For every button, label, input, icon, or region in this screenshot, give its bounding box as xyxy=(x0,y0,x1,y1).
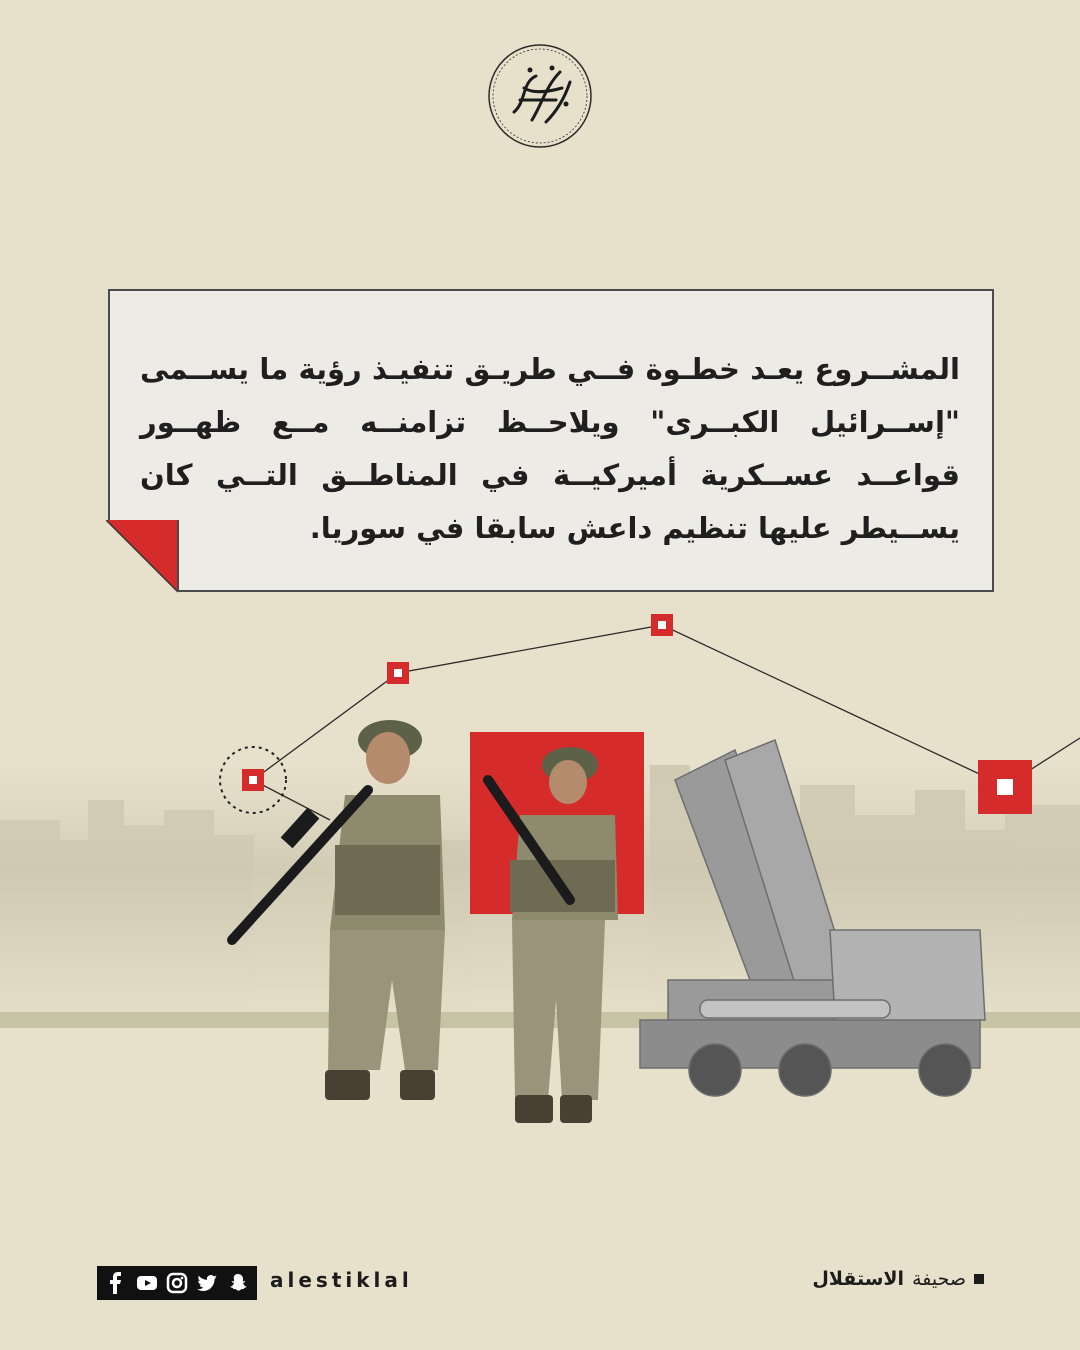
snapchat-icon[interactable] xyxy=(227,1272,249,1294)
logo-seal xyxy=(486,42,594,150)
twitter-icon[interactable] xyxy=(196,1272,218,1294)
node-marker xyxy=(242,769,264,791)
facebook-icon[interactable] xyxy=(105,1272,127,1294)
instagram-icon[interactable] xyxy=(166,1272,188,1294)
youtube-icon[interactable] xyxy=(136,1272,158,1294)
social-icons-bar xyxy=(97,1266,257,1300)
military-scene-illustration xyxy=(0,600,1080,1200)
brand-square-icon xyxy=(974,1274,984,1284)
node-marker xyxy=(651,614,673,636)
folded-corner-decoration xyxy=(106,520,180,594)
node-marker xyxy=(978,760,1032,814)
quote-card xyxy=(108,289,994,592)
brand-label xyxy=(812,1268,984,1290)
node-marker xyxy=(387,662,409,684)
brand-name: الاستقلال xyxy=(812,1268,905,1290)
brand-prefix: صحيفة xyxy=(912,1268,966,1290)
quote-text: المشــروع يعـد خطـوة فــي طريـق تنفيـذ رؤية ما يســمى "إســرائيل الكبــرى" ويلاحــظ تزامنــه مــع ظهــور قواعــد عســكرية أميركيــة في المناطــق التــي كان يســيطر عليها تنظيم داعش سابقا في سوريا. xyxy=(140,352,960,545)
social-handle: alestiklal xyxy=(270,1268,413,1292)
